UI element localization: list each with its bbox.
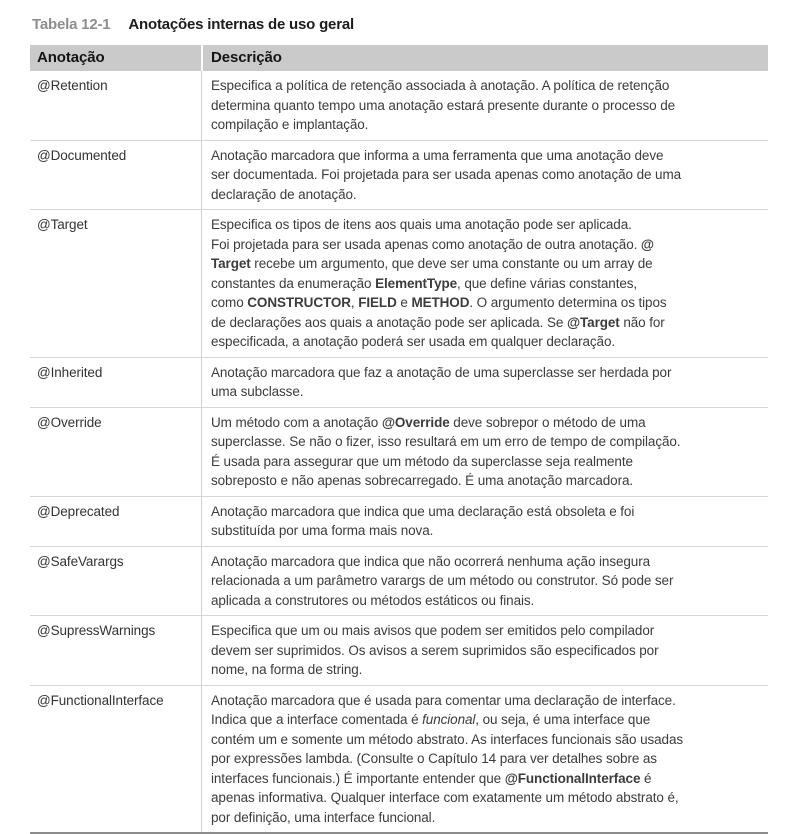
description-line: [211, 452, 766, 472]
table-row: [30, 357, 768, 407]
text-segment: nome, na forma de string.: [211, 662, 363, 677]
text-segment: @Override: [381, 414, 450, 430]
description-line: [211, 691, 766, 711]
annotations-table: [30, 45, 768, 834]
description-line: [211, 332, 766, 352]
text-segment: uma subclasse.: [211, 384, 304, 399]
table-caption: [32, 16, 768, 33]
text-segment: ElementType: [375, 275, 458, 291]
text-segment: superclasse. Se não o fizer, isso resultará em um erro de tempo de compilação.: [211, 434, 681, 449]
text-segment: contém um e somente um método abstrato. As interfaces funcionais são usadas: [211, 731, 684, 747]
description-line: [211, 146, 766, 166]
description-line: [211, 165, 766, 185]
table-row: [30, 546, 768, 616]
description-line: [211, 591, 766, 611]
text-segment: devem ser suprimidos. Os avisos a serem suprimidos são especificados por: [211, 642, 659, 658]
description-cell: [201, 408, 768, 496]
text-segment: constantes da enumeração: [211, 275, 376, 291]
text-segment: FIELD: [358, 295, 397, 310]
text-segment: Anotação marcadora que faz a anotação de uma superclasse ser herdada por: [211, 364, 672, 380]
text-segment: É usada para assegurar que um método da superclasse seja realmente: [211, 453, 633, 469]
description-line: [211, 363, 766, 383]
text-segment: aplicada a construtores ou métodos estáticos ou finais.: [211, 592, 535, 608]
text-segment: Especifica os tipos de itens aos quais uma anotação pode ser aplicada.: [211, 217, 632, 232]
description-line: [211, 432, 766, 452]
text-segment: Anotação marcadora que informa a uma ferramenta que uma anotação deve: [211, 147, 664, 163]
table-row: [30, 685, 768, 833]
text-segment: Anotação marcadora que indica que não ocorrerá nenhuma ação insegura: [211, 553, 650, 569]
text-segment: compilação e implantação.: [211, 117, 369, 132]
description-line: [211, 254, 766, 274]
text-segment: @Target: [566, 314, 620, 330]
description-line: [211, 571, 766, 591]
annotation-cell: @Documented: [37, 147, 127, 163]
text-segment: recebe um argumento, que deve ser uma constante ou um array de: [250, 256, 653, 271]
text-segment: especificada, a anotação poderá ser usada em qualquer declaração.: [211, 334, 616, 349]
description-cell: [201, 497, 768, 546]
description-line: [211, 641, 766, 661]
annotation-cell: @Retention: [37, 78, 108, 93]
text-segment: @: [640, 236, 654, 252]
text-segment: Um método com a anotação: [211, 414, 382, 430]
table-row: [30, 407, 768, 496]
description-line: [211, 749, 766, 769]
annotation-cell: @FunctionalInterface: [37, 692, 164, 708]
description-cell: [201, 141, 768, 210]
description-line: [211, 96, 766, 116]
description-line: [211, 235, 766, 255]
text-segment: por definição, uma interface funcional.: [211, 809, 436, 825]
description-line: [211, 293, 766, 313]
description-line: [211, 660, 766, 680]
text-segment: ser documentada. Foi projetada para ser usada apenas como anotação de uma: [211, 167, 682, 182]
description-line: [211, 788, 766, 808]
table-caption-title: Anotações internas de uso geral: [128, 16, 354, 33]
text-segment: não for: [619, 314, 665, 330]
text-segment: como: [211, 295, 248, 310]
description-line: [211, 382, 766, 402]
text-segment: apenas informativa. Qualquer interface com exatamente um método abstrato é,: [211, 790, 679, 805]
description-cell: [201, 686, 768, 833]
description-line: [211, 274, 766, 294]
text-segment: Indica que a interface comentada é: [211, 712, 423, 727]
annotation-cell: @SafeVarargs: [37, 553, 124, 569]
table-caption-label: Tabela 12-1: [32, 16, 111, 33]
annotation-cell: @Override: [37, 414, 102, 430]
description-cell: [201, 71, 768, 140]
text-segment: Anotação marcadora que indica que uma declaração está obsoleta e foi: [211, 503, 635, 519]
text-segment: ,: [350, 295, 359, 310]
text-segment: CONSTRUCTOR: [247, 295, 351, 310]
description-line: [211, 76, 766, 96]
description-cell: [201, 210, 768, 357]
description-cell: [201, 616, 768, 685]
text-segment: Especifica que um ou mais avisos que podem ser emitidos pelo compilador: [211, 623, 655, 638]
description-line: [211, 471, 766, 491]
annotation-cell: @SupressWarnings: [37, 623, 156, 638]
table-row: [30, 496, 768, 546]
description-line: [211, 808, 766, 828]
text-segment: METHOD: [411, 295, 470, 310]
description-line: [211, 769, 766, 789]
text-segment: Foi projetada para ser usada apenas como anotação de outra anotação.: [211, 236, 641, 252]
description-line: [211, 710, 766, 730]
table-row: [30, 615, 768, 685]
table-body: [30, 71, 768, 832]
text-segment: relacionada a um parâmetro varargs de um método ou construtor. Só pode ser: [211, 573, 674, 588]
text-segment: @FunctionalInterface: [504, 770, 641, 786]
description-line: [211, 413, 766, 433]
table-row: [30, 140, 768, 210]
text-segment: é: [640, 770, 652, 786]
table-header-row: [30, 45, 768, 71]
text-segment: por expressões lambda. (Consulte o Capítulo 14 para ver detalhes sobre as: [211, 751, 657, 766]
text-segment: e: [396, 295, 412, 310]
annotation-cell: @Target: [37, 217, 88, 232]
description-cell: [201, 358, 768, 407]
text-segment: , que define várias constantes,: [457, 275, 638, 291]
text-segment: Anotação marcadora que é usada para comentar uma declaração de interface.: [211, 692, 676, 708]
description-line: [211, 185, 766, 205]
text-segment: Target: [211, 256, 251, 271]
text-segment: . O argumento determina os tipos: [469, 295, 667, 310]
description-line: [211, 115, 766, 135]
column-header-description: Descrição: [203, 45, 768, 71]
text-segment: determina quanto tempo uma anotação estará presente durante o processo de: [211, 97, 676, 113]
text-segment: declaração de anotação.: [211, 186, 357, 202]
text-segment: , ou seja, é uma interface que: [475, 712, 651, 727]
description-line: [211, 552, 766, 572]
description-line: [211, 502, 766, 522]
description-cell: [201, 547, 768, 616]
text-segment: interfaces funcionais.) É importante entender que: [211, 770, 505, 786]
annotation-cell: @Inherited: [37, 364, 103, 380]
table-row: [30, 71, 768, 140]
annotation-cell: @Deprecated: [37, 503, 120, 519]
text-segment: funcional: [422, 712, 476, 727]
text-segment: sobreposto e não apenas sobrecarregado. É uma anotação marcadora.: [211, 473, 634, 488]
description-line: [211, 313, 766, 333]
text-segment: deve sobrepor o método de uma: [449, 414, 646, 430]
column-header-annotation: Anotação: [30, 45, 201, 71]
description-line: [211, 521, 766, 541]
description-line: [211, 215, 766, 235]
table-row: [30, 209, 768, 357]
description-line: [211, 621, 766, 641]
text-segment: de declarações aos quais a anotação pode ser aplicada. Se: [211, 314, 567, 330]
description-line: [211, 730, 766, 750]
text-segment: Especifica a política de retenção associada à anotação. A política de retenção: [211, 78, 670, 93]
text-segment: substituída por uma forma mais nova.: [211, 523, 434, 538]
